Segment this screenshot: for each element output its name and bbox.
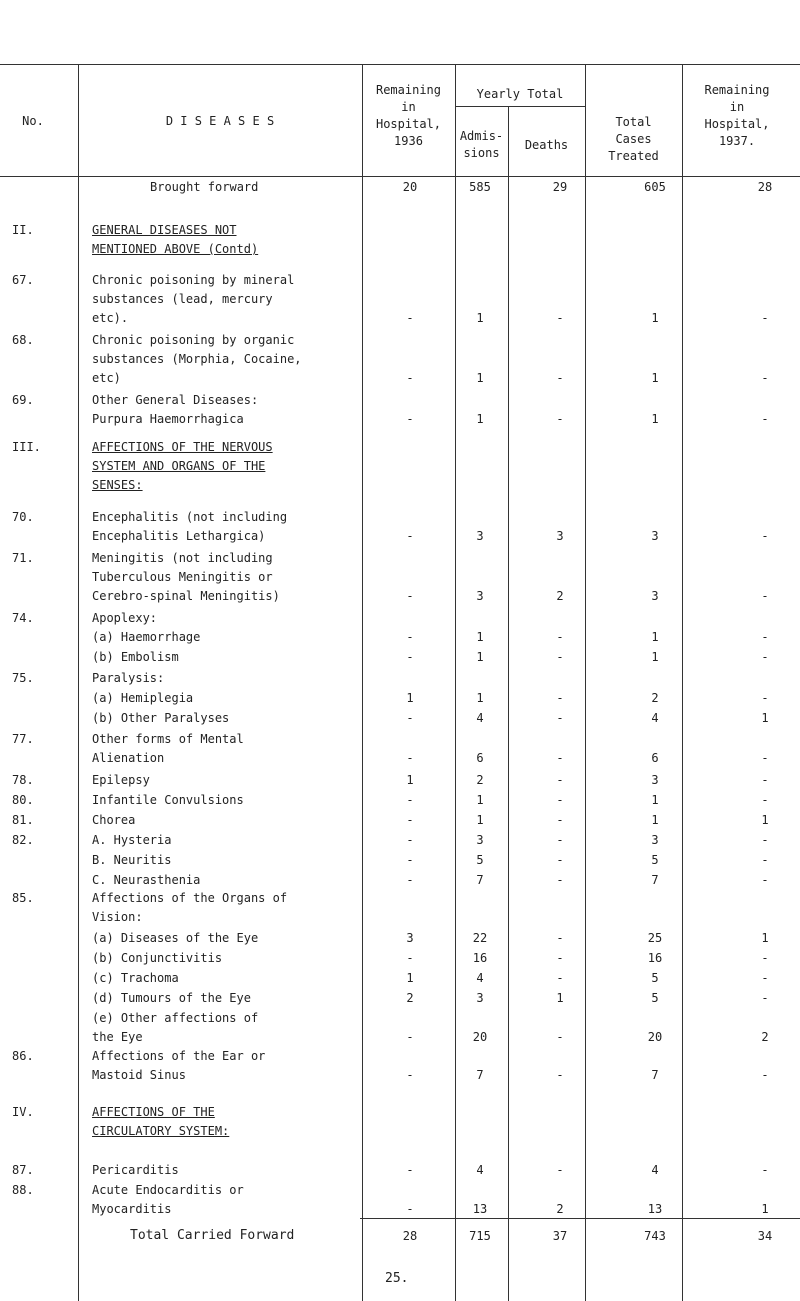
table-cell: - [406,833,414,847]
page-number: 25. [385,1271,409,1286]
disease-label: AFFECTIONS OF THE [92,1105,215,1119]
disease-label: Other General Diseases: [92,393,259,407]
table-cell: 5 [651,971,659,985]
table-cell: - [406,371,414,385]
table-cell: - [556,1030,564,1044]
table-cell: 1 [476,650,484,664]
bf-total: 605 [644,180,666,194]
table-cell: - [556,931,564,945]
disease-number: 88. [12,1183,34,1197]
table-cell: - [556,853,564,867]
table-cell: - [761,650,769,664]
disease-label: C. Neurasthenia [92,873,201,887]
disease-label: GENERAL DISEASES NOT [92,223,237,237]
table-cell: 2 [406,991,414,1005]
cf-total: 743 [644,1229,666,1243]
disease-number: 77. [12,732,34,746]
table-cell: 1 [651,311,659,325]
table-cell: 1 [651,813,659,827]
table-cell: - [406,1030,414,1044]
table-cell: 3 [651,833,659,847]
disease-label: (e) Other affections of [92,1011,259,1025]
disease-label: Paralysis: [92,671,165,685]
disease-number: 69. [12,393,34,407]
table-cell: - [556,873,564,887]
header-remaining-1936: Remaining in Hospital, 1936 [375,83,442,148]
table-cell: 6 [651,751,659,765]
table-cell: - [406,311,414,325]
table-cell: 4 [476,711,484,725]
disease-number: 86. [12,1049,34,1063]
disease-label: (b) Conjunctivitis [92,951,223,965]
table-cell: 3 [651,529,659,543]
disease-label: Vision: [92,910,143,924]
table-cell: - [556,951,564,965]
table-cell: - [556,833,564,847]
disease-number: 80. [12,793,34,807]
table-cell: 2 [476,773,484,787]
table-cell: 1 [651,412,659,426]
disease-label: (d) Tumours of the Eye [92,991,251,1005]
table-cell: 1 [476,630,484,644]
table-cell: 1 [651,371,659,385]
brought-forward-label: Brought forward [150,180,259,194]
cf-remaining-1937: 34 [757,1229,773,1243]
table-cell: - [556,971,564,985]
table-cell: 1 [406,691,414,705]
disease-label: SYSTEM AND ORGANS OF THE [92,459,266,473]
table-cell: - [761,1068,769,1082]
table-cell: 5 [651,991,659,1005]
table-cell: 20 [472,1030,488,1044]
table-cell: 4 [476,971,484,985]
disease-label: Purpura Haemorrhagica [92,412,244,426]
table-cell: - [556,650,564,664]
disease-number: 67. [12,273,34,287]
table-cell: - [556,1068,564,1082]
disease-label: Alienation [92,751,165,765]
disease-label: Chorea [92,813,136,827]
table-cell: 1 [476,813,484,827]
disease-label: Tuberculous Meningitis or [92,570,273,584]
table-cell: 1 [651,650,659,664]
table-cell: - [556,630,564,644]
disease-label: Mastoid Sinus [92,1068,186,1082]
table-cell: - [761,793,769,807]
disease-number: 71. [12,551,34,565]
disease-label: Affections of the Organs of [92,891,288,905]
bf-deaths: 29 [552,180,568,194]
table-cell: - [406,1068,414,1082]
table-cell: - [761,589,769,603]
table-cell: 3 [476,991,484,1005]
disease-label: Epilepsy [92,773,150,787]
table-cell: - [406,412,414,426]
disease-label: MENTIONED ABOVE (Contd) [92,242,259,256]
disease-label: Other forms of Mental [92,732,244,746]
disease-label: (c) Trachoma [92,971,179,985]
header-no: No. [22,114,44,128]
table-cell: 2 [761,1030,769,1044]
bf-admissions: 585 [469,180,491,194]
header-admissions: Admis- sions [459,129,504,160]
table-cell: 1 [406,971,414,985]
table-cell: 1 [556,991,564,1005]
table-cell: - [761,311,769,325]
table-cell: 2 [651,691,659,705]
disease-label: A. Hysteria [92,833,172,847]
table-cell: 1 [476,793,484,807]
carried-forward-label: Total Carried Forward [130,1228,295,1243]
column-divider [455,64,456,1301]
table-cell: 5 [476,853,484,867]
disease-number: 82. [12,833,34,847]
table-cell: - [406,589,414,603]
disease-label: Affections of the Ear or [92,1049,266,1063]
table-cell: 1 [761,931,769,945]
table-cell: 4 [476,1163,484,1177]
disease-label: Myocarditis [92,1202,172,1216]
table-cell: 1 [651,793,659,807]
table-cell: - [406,751,414,765]
table-cell: - [406,873,414,887]
table-cell: - [406,793,414,807]
disease-label: Encephalitis Lethargica) [92,529,266,543]
table-cell: - [406,813,414,827]
disease-label: (b) Embolism [92,650,179,664]
disease-label: the Eye [92,1030,143,1044]
disease-label: Infantile Convulsions [92,793,244,807]
table-cell: - [761,773,769,787]
table-cell: - [406,711,414,725]
table-cell: - [556,773,564,787]
table-cell: - [406,951,414,965]
table-cell: 7 [651,873,659,887]
table-cell: - [556,751,564,765]
table-cell: 3 [651,589,659,603]
table-cell: 22 [472,931,488,945]
table-cell: - [556,1163,564,1177]
disease-label: (a) Hemiplegia [92,691,194,705]
table-cell: 3 [651,773,659,787]
table-cell: - [761,371,769,385]
disease-number: 74. [12,611,34,625]
table-cell: 13 [647,1202,663,1216]
disease-number: II. [12,223,34,237]
table-cell: - [556,793,564,807]
table-cell: 3 [556,529,564,543]
table-cell: 13 [472,1202,488,1216]
table-cell: - [406,853,414,867]
table-cell: 1 [476,691,484,705]
disease-label: AFFECTIONS OF THE NERVOUS [92,440,273,454]
disease-number: 81. [12,813,34,827]
table-cell: 1 [476,311,484,325]
table-cell: - [406,650,414,664]
cf-deaths: 37 [552,1229,568,1243]
table-cell: - [406,630,414,644]
disease-label: Acute Endocarditis or [92,1183,244,1197]
cf-remaining-1936: 28 [402,1229,418,1243]
column-divider [362,64,363,1301]
column-divider [78,64,79,1301]
table-cell: - [406,529,414,543]
disease-label: (a) Haemorrhage [92,630,201,644]
disease-label: etc). [92,311,129,325]
disease-number: 87. [12,1163,34,1177]
column-divider [682,64,683,1301]
disease-label: (a) Diseases of the Eye [92,931,259,945]
header-total-cases: Total Cases Treated [608,115,659,163]
table-cell: - [556,412,564,426]
table-cell: 1 [476,412,484,426]
table-cell: 1 [761,1202,769,1216]
header-deaths: Deaths [524,138,569,152]
carried-forward-rule [360,1218,800,1219]
disease-number: 78. [12,773,34,787]
header-remaining-1937: Remaining in Hospital, 1937. [704,83,770,148]
table-cell: - [761,971,769,985]
table-cell: - [761,412,769,426]
table-cell: - [556,691,564,705]
disease-number: III. [12,440,41,454]
table-cell: 1 [476,371,484,385]
table-cell: - [761,691,769,705]
disease-number: 85. [12,891,34,905]
table-cell: - [761,630,769,644]
disease-label: Meningitis (not including [92,551,273,565]
disease-number: 68. [12,333,34,347]
table-top-rule [0,64,800,65]
table-cell: - [556,371,564,385]
table-cell: 2 [556,589,564,603]
disease-label: B. Neuritis [92,853,172,867]
table-cell: 3 [406,931,414,945]
disease-label: SENSES: [92,478,143,492]
table-cell: 7 [476,1068,484,1082]
table-cell: - [556,311,564,325]
table-cell: - [761,529,769,543]
table-cell: - [406,1163,414,1177]
disease-label: substances (lead, mercury [92,292,273,306]
header-diseases: D I S E A S E S [165,114,275,128]
disease-label: Chronic poisoning by mineral [92,273,295,287]
table-cell: - [761,751,769,765]
table-cell: 20 [647,1030,663,1044]
cf-admissions: 715 [469,1229,491,1243]
table-cell: 4 [651,711,659,725]
table-cell: 2 [556,1202,564,1216]
table-cell: - [761,991,769,1005]
table-cell: 7 [651,1068,659,1082]
disease-label: etc) [92,371,121,385]
disease-label: Cerebro-spinal Meningitis) [92,589,280,603]
disease-number: IV. [12,1105,34,1119]
table-cell: 1 [761,813,769,827]
table-cell: - [761,873,769,887]
disease-label: Chronic poisoning by organic [92,333,295,347]
bf-remaining-1937: 28 [757,180,773,194]
disease-number: 75. [12,671,34,685]
table-cell: 6 [476,751,484,765]
disease-label: (b) Other Paralyses [92,711,230,725]
table-cell: 3 [476,833,484,847]
table-cell: 25 [647,931,663,945]
table-cell: - [406,1202,414,1216]
column-divider [585,64,586,1301]
table-cell: 16 [472,951,488,965]
table-cell: 1 [761,711,769,725]
disease-label: substances (Morphia, Cocaine, [92,352,302,366]
table-cell: 5 [651,853,659,867]
disease-label: Apoplexy: [92,611,158,625]
table-cell: - [761,1163,769,1177]
bf-remaining-1936: 20 [402,180,418,194]
table-cell: - [556,813,564,827]
disease-number: 70. [12,510,34,524]
disease-label: Pericarditis [92,1163,179,1177]
header-yearly-total: Yearly Total [476,87,564,101]
table-cell: 3 [476,589,484,603]
table-cell: 1 [406,773,414,787]
disease-label: CIRCULATORY SYSTEM: [92,1124,230,1138]
table-cell: - [761,833,769,847]
table-cell: 7 [476,873,484,887]
table-cell: - [556,711,564,725]
table-cell: 4 [651,1163,659,1177]
table-cell: 16 [647,951,663,965]
disease-label: Encephalitis (not including [92,510,288,524]
table-cell: 3 [476,529,484,543]
table-cell: 1 [651,630,659,644]
table-cell: - [761,853,769,867]
header-bottom-rule [0,176,800,177]
table-cell: - [761,951,769,965]
yearly-total-rule [455,106,585,107]
